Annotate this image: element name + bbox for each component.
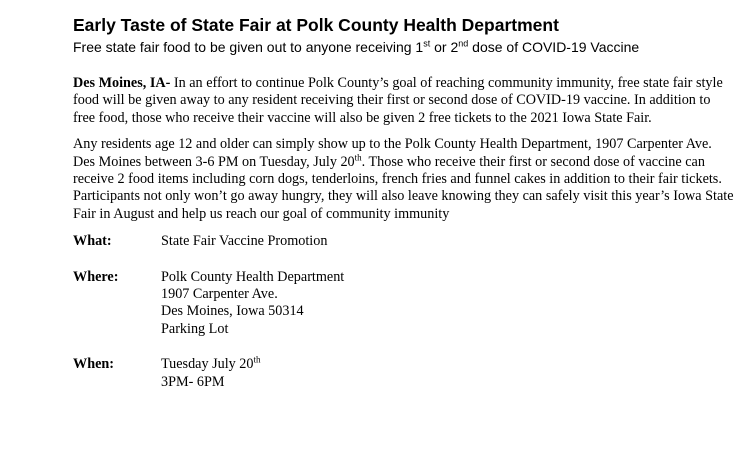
- when-label: When:: [73, 356, 114, 373]
- page-subtitle: [73, 37, 735, 57]
- where-label: Where:: [73, 268, 119, 285]
- what-row: [73, 233, 735, 250]
- dateline: Des Moines, IA-: [73, 75, 171, 91]
- intro-text: In an effort to continue Polk County’s goal of reaching community immunity, free state fair style food will be given away to any resident receiving their first or second dose of COVID-19 vaccine. In addition to free food, those who receive their vaccine will also be given 2 free tickets to the 2021 Iowa State Fair.: [73, 75, 723, 126]
- details-date-sup: th: [354, 151, 362, 162]
- where-row: [73, 269, 735, 339]
- subtitle-text-middle: or 2: [430, 39, 459, 55]
- where-address: [161, 269, 735, 339]
- subtitle-sup-second: nd: [458, 38, 469, 49]
- details-paragraph: [73, 136, 735, 223]
- subtitle-text-start: Free state fair food to be given out to anyone receiving 1: [73, 39, 424, 55]
- when-value: [161, 356, 735, 391]
- where-line-street: 1907 Carpenter Ave.: [161, 286, 278, 303]
- where-line-city: Des Moines, Iowa 50314: [161, 303, 304, 320]
- intro-paragraph: [73, 75, 735, 127]
- when-row: [73, 356, 735, 391]
- when-date-text: Tuesday July 20: [161, 356, 254, 373]
- when-time: 3PM- 6PM: [161, 373, 225, 390]
- what-value: State Fair Vaccine Promotion: [161, 233, 328, 250]
- details-text-start: Any residents age 12 and older can simply show up to the Polk County Health Department, 1907 Carpenter Ave. Des Moines between 3-6 PM on Tuesday, July 20: [73, 136, 712, 170]
- what-label: What:: [73, 233, 112, 250]
- page-title: Early Taste of State Fair at Polk County Health Department: [73, 15, 559, 35]
- details-text-end: . Those who receive their first or second dose of vaccine can receive 2 food items including corn dogs, tenderloins, french fries and funnel cakes in addition to their fair tickets. Participants not only won’t go away hungry, they will also leave knowing they can safely visit this year’s Iowa State Fair in August and help us reach our goal of community immunity: [73, 153, 734, 222]
- press-release: [73, 14, 735, 391]
- when-date: [161, 356, 735, 373]
- where-line-location: Parking Lot: [161, 320, 229, 337]
- event-details: [73, 233, 735, 391]
- when-date-sup: th: [253, 354, 261, 365]
- subtitle-text-end: dose of COVID-19 Vaccine: [468, 39, 640, 55]
- where-line-venue: Polk County Health Department: [161, 268, 345, 285]
- subtitle-sup-first: st: [423, 38, 431, 49]
